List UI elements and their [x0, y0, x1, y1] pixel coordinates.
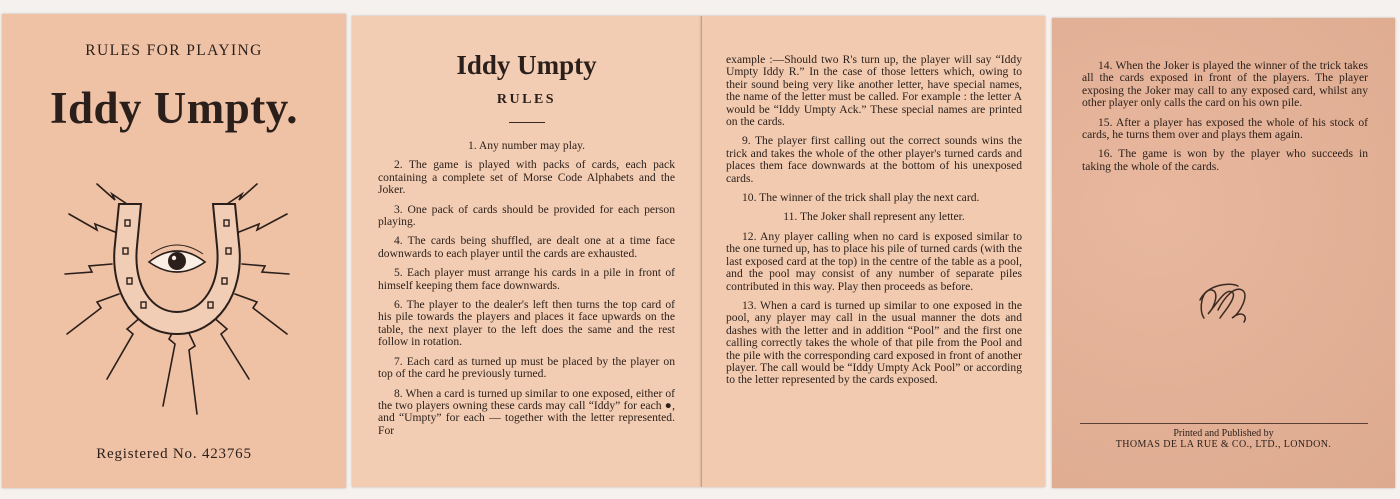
horseshoe-eye-icon	[57, 174, 297, 424]
rules-list	[726, 54, 1022, 394]
rule-item: 3. One pack of cards should be provided for each person playing.	[378, 202, 675, 229]
back-panel	[1052, 18, 1395, 488]
rule-item: 11. The Joker shall represent any letter.	[783, 210, 965, 224]
rule-item: 6. The player to the dealer's left then turns the top card of his pile towards the players and places it face upwards on the table, the next player to the left does the same and the rest follow in rotation.	[378, 298, 675, 349]
publisher-line: Printed and Published by	[1173, 428, 1274, 439]
registration-number: Registered No. 423765	[96, 446, 252, 462]
cover-heading: RULES FOR PLAYING	[85, 42, 263, 59]
monogram-icon	[1194, 280, 1252, 326]
rules-list	[1082, 60, 1368, 180]
rule-item: 14. When the Joker is played the winner of the trick takes all the cards exposed in front of the players. The player exposing the Joker may call to any exposed card, whilst any other player only calls the card on his own pile.	[1082, 59, 1368, 110]
rule-item: 8. When a card is turned up similar to one exposed, either of the two players owning these cards may call “Iddy” for each ●, and “Umpty” for each — together with the letter represented. For	[378, 386, 675, 437]
rule-item: 16. The game is won by the player who succeeds in taking the whole of the cards.	[1082, 147, 1368, 173]
rule-item: 12. Any player calling when no card is exposed similar to the one turned up, has to place his pile of turned cards (with the last exposed card at the top) in the centre of the table as a pool, and the pool may consist of any number of separate piles contributed in this way. Play then proceeds as before.	[726, 229, 1022, 293]
rules-panel	[352, 16, 701, 487]
title-divider	[509, 122, 545, 123]
rules-title: Iddy Umpty	[456, 50, 597, 80]
rule-item: 10. The winner of the trick shall play the next card.	[742, 191, 980, 205]
rule-item: 2. The game is played with packs of cards, each pack containing a complete set of Morse Code Alphabets and the Joker.	[378, 158, 675, 197]
rule-item: 13. When a card is turned up similar to one exposed in the pool, any player may call in the usual manner the dots and dashes with the letter and in addition “Pool” and the first one calling correctly takes the whole of that pile from the Pool and the pile with the corresponding card exposed in front of another player. The call would be “Iddy Umpty Ack Pool” or according to the letter represented by the cards exposed.	[726, 298, 1022, 387]
publisher-name: THOMAS DE LA RUE & CO., LTD., LONDON.	[1115, 439, 1332, 450]
rule-continuation: example :—Should two R's turn up, the player will say “Iddy Umpty Iddy R.” In the case of those letters which, owing to their sound being very like another letter, have special names, the name of the letter must be called. For example : the letter A would be “Iddy Umpty Ack.” These special names are printed on the cards.	[726, 53, 1022, 129]
rule-item: 15. After a player has exposed the whole of his stock of cards, he turns them over and plays them again.	[1082, 115, 1368, 142]
cover-panel	[2, 14, 346, 488]
rules-subtitle: RULES	[496, 92, 557, 107]
cover-title: Iddy Umpty.	[49, 83, 299, 133]
rule-item: 4. The cards being shuffled, are dealt one at a time face downwards to each player until the cards are exhausted.	[378, 234, 675, 260]
rule-item: 9. The player first calling out the correct sounds wins the trick and takes the whole of the other player's turned cards and places them face downwards at the bottom of his unexposed cards.	[726, 134, 1022, 185]
rule-item: 5. Each player must arrange his cards in a pile in front of himself keeping them face downwards.	[378, 266, 675, 292]
continued-rules-panel	[701, 16, 1045, 487]
rules-list	[378, 140, 675, 444]
rule-item: 7. Each card as turned up must be placed by the player on top of the card he previously turned.	[378, 354, 675, 381]
footer-divider	[1080, 423, 1368, 424]
rule-item: 1. Any number may play.	[467, 139, 586, 152]
